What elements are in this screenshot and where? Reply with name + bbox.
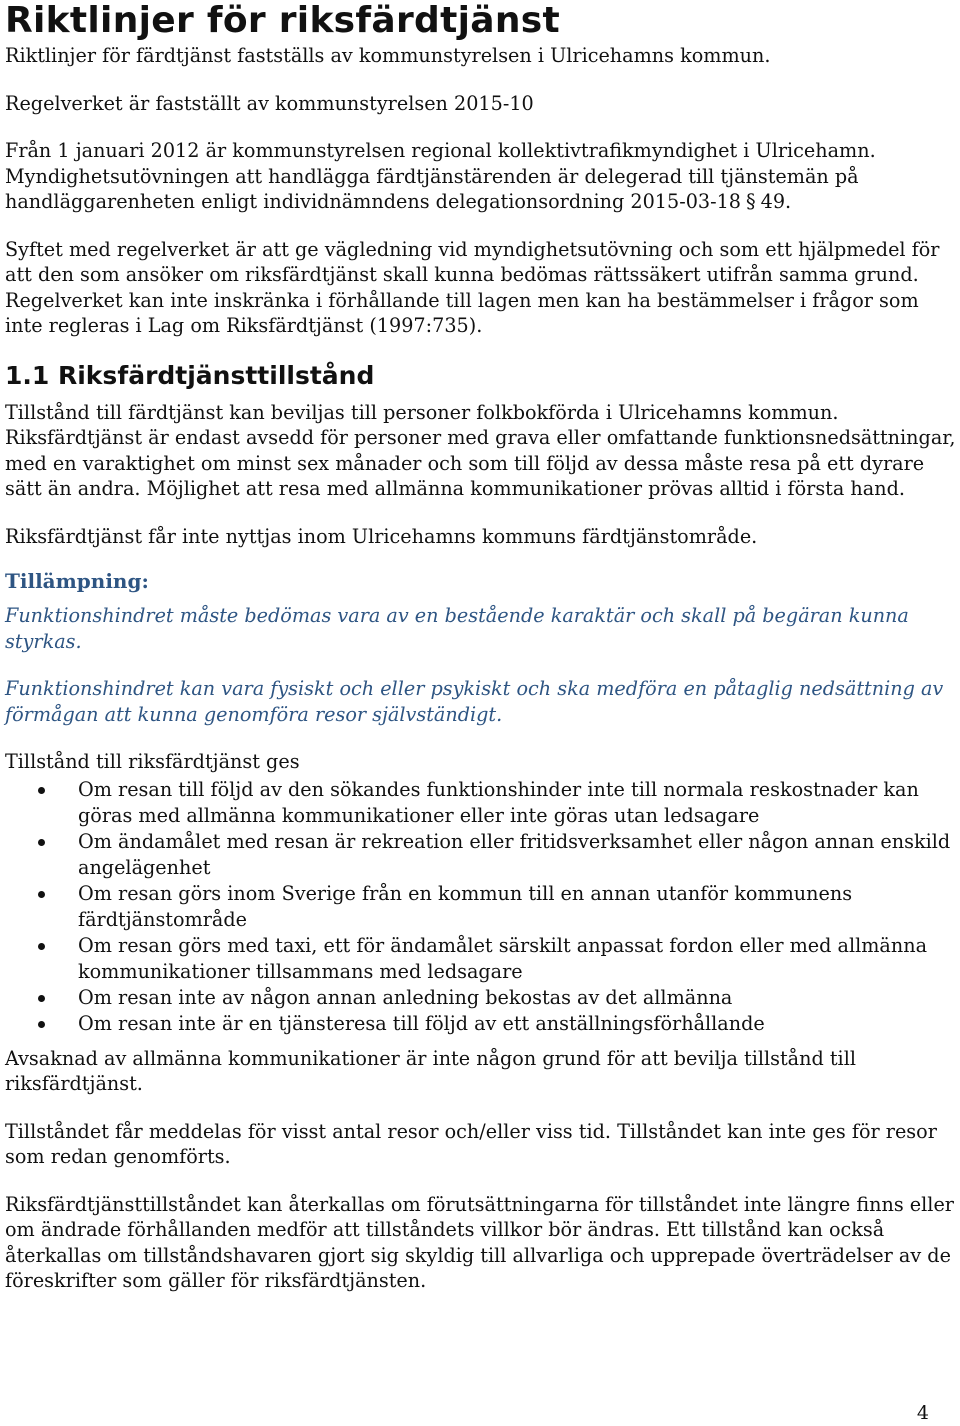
bullet-icon [38,995,45,1002]
document-page [5,0,957,1294]
list-item-text: Om resan till följd av den sökandes funktionshinder inte till normala reskostnader kan göras med allmänna kommunikationer eller inte göras utan ledsagare [78,777,919,827]
application-paragraph-1: Funktionshindret måste bedömas vara av en bestående karaktär och skall på begäran kunna styrkas. [5,604,909,653]
list-item [5,829,957,881]
area-restriction-paragraph: Riksfärdtjänst får inte nyttjas inom Ulricehamns kommuns färdtjänstområde. [5,524,758,548]
application-paragraph-2: Funktionshindret kan vara fysiskt och eller psykiskt och ska medföra en påtaglig nedsättning av förmågan att kunna genomföra resor självständigt. [5,677,944,726]
application-heading: Tillämpning: [5,569,149,593]
section-sign: § [746,190,756,213]
bullet-icon [38,839,45,846]
document-title: Riktlinjer för riksfärdtjänst [5,0,560,41]
list-item-text: Om resan görs inom Sverige från en kommun till en annan utanför kommunens färdtjänstområde [78,881,853,931]
delegation-text: Myndighetsutövningen att handlägga färdtjänstärenden är delegerad till tjänstemän på handläggarenheten enligt individnämndens delegationsordning 2015-03-18 [5,164,859,213]
section-heading: 1.1 Riksfärdtjänsttillstånd [5,360,375,390]
revocation-paragraph: Riksfärdtjänsttillståndet kan återkallas om förutsättningarna för tillståndet inte längre finns eller om ändrade förhållanden medför att tillståndets villkor bör ändras. Ett tillstånd kan också återkallas om tillståndshavaren gjort sig skyldig till allvarliga och upprepade överträdelser av de föreskrifter som gäller för riksfärdtjänsten. [5,1192,954,1292]
section-number: 49. [760,190,792,213]
intro-paragraph: Riktlinjer för färdtjänst fastställs av kommunstyrelsen i Ulricehamns kommun. [5,44,771,67]
list-item [5,1011,957,1037]
bullet-icon [38,787,45,794]
adopted-paragraph: Regelverket är fastställt av kommunstyrelsen 2015-10 [5,91,534,115]
list-item-text: Om ändamålet med resan är rekreation eller fritidsverksamhet eller någon annan enskild angelägenhet [78,829,951,879]
page-number: 4 [916,1402,929,1424]
list-item-text: Om resan inte är en tjänsteresa till följd av ett anställningsförhållande [78,1011,765,1035]
granted-intro: Tillstånd till riksfärdtjänst ges [5,750,300,773]
bullet-icon [38,943,45,950]
bullet-icon [38,891,45,898]
list-item-text: Om resan görs med taxi, ett för ändamålet särskilt anpassat fordon eller med allmänna kommunikationer tillsammans med ledsagare [78,933,928,983]
delegation-paragraph [5,164,957,215]
list-item [5,777,957,829]
absence-paragraph: Avsaknad av allmänna kommunikationer är inte någon grund för att bevilja tillstånd till riksfärdtjänst. [5,1046,856,1095]
list-item [5,985,957,1011]
list-item [5,933,957,985]
purpose-paragraph: Syftet med regelverket är att ge vägledning vid myndighetsutövning och som ett hjälpmedel för att den som ansöker om riksfärdtjänst skall kunna bedömas rättssäkert utifrån samma grund. Regelverket kan inte inskränka i förhållande till lagen men kan ha bestämmelser i frågor som inte regleras i Lag om Riksfärdtjänst (1997:735). [5,237,940,337]
bullet-icon [38,1021,45,1028]
list-item-text: Om resan inte av någon annan anledning bekostas av det allmänna [78,985,733,1009]
eligibility-paragraph: Tillstånd till färdtjänst kan beviljas till personer folkbokförda i Ulricehamns kommun. Riksfärdtjänst är endast avsedd för personer med grava eller omfattande funktionsnedsättningar, med en varaktighet om minst sex månader och som till följd av dessa måste resa på ett dyrare sätt än andra. Möjlighet att resa med allmänna kommunikationer prövas alltid i första hand. [5,400,956,500]
limited-permit-paragraph: Tillståndet får meddelas för visst antal resor och/eller viss tid. Tillståndet kan inte ges för resor som redan genomförts. [5,1119,937,1168]
authority-paragraph: Från 1 januari 2012 är kommunstyrelsen regional kollektivtrafikmyndighet i Ulricehamn. [5,139,876,162]
granted-conditions-list [5,777,957,1037]
list-item [5,881,957,933]
